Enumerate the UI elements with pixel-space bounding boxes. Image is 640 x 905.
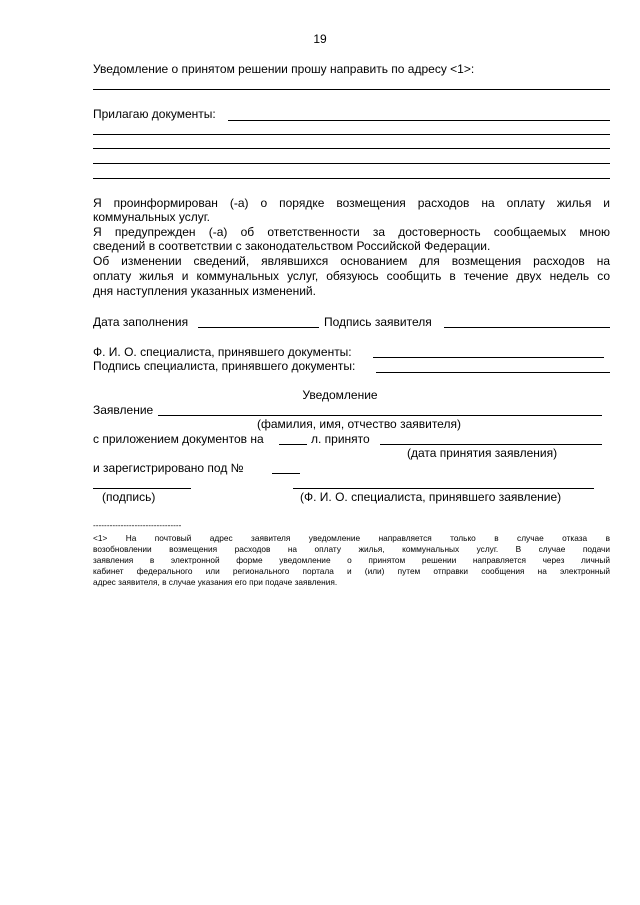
statement-warned: Я предупрежден (-а) об ответственности за достоверность сообщаемых мною <box>93 225 610 239</box>
address-line <box>93 89 610 90</box>
statement-changes: дня наступления указанных изменений. <box>93 284 316 298</box>
with-documents-label: с приложением документов на <box>93 432 264 446</box>
application-label: Заявление <box>93 403 154 417</box>
specialist-name-label: Ф. И. О. специалиста, принявшего документы: <box>93 345 352 359</box>
applicant-signature-line <box>444 327 610 328</box>
page-number: 19 <box>313 32 327 46</box>
footnote-text: возобновлении возмещения расходов на оплату жилья, коммунальных услуг. В случае подачи <box>93 544 610 554</box>
specialist-signature-label: Подпись специалиста, принявшего документы: <box>93 359 356 373</box>
statement-informed: коммунальных услуг. <box>93 210 210 224</box>
documents-line <box>93 163 610 164</box>
specialist-name-line <box>373 357 604 358</box>
attached-documents-label: Прилагаю документы: <box>93 107 216 121</box>
statement-changes: Об изменении сведений, являвшихся основанием для возмещения расходов на <box>93 254 610 268</box>
sheets-accepted-label: л. принято <box>311 432 370 446</box>
acceptance-date-caption: (дата принятия заявления) <box>407 446 558 460</box>
statement-informed: Я проинформирован (-а) о порядке возмещения расходов на оплату жилья и <box>93 196 610 210</box>
documents-line <box>228 120 610 121</box>
statement-warned: сведений в соответствии с законодательством Российской Федерации. <box>93 239 491 253</box>
specialist-caption: (Ф. И. О. специалиста, принявшего заявление) <box>300 490 562 504</box>
registration-number-line <box>272 473 300 474</box>
applicant-name-line <box>158 415 602 416</box>
acceptance-date-line <box>380 444 602 445</box>
footnote-text: заявления в электронной форме уведомление о принятом решении направляется через личный <box>93 555 610 565</box>
documents-line <box>93 134 610 135</box>
notice-title: Уведомление <box>302 388 378 402</box>
footnote-text: кабинет федерального или регионального портала и (или) путем отправки сообщения на электронный <box>93 566 610 576</box>
applicant-name-caption: (фамилия, имя, отчество заявителя) <box>257 417 461 431</box>
signature-line <box>93 488 191 489</box>
footnote-separator: -------------------------------- <box>93 520 182 530</box>
footnote-text: <1> На почтовый адрес заявителя уведомление направляется только в случае отказа в <box>93 533 610 543</box>
footnote-text: адрес заявителя, в случае указания его при подаче заявления. <box>93 577 338 587</box>
statement-changes: оплату жилья и коммунальных услуг, обязуюсь сообщить в течение двух недель со <box>93 269 610 283</box>
notice-address-request: Уведомление о принятом решении прошу направить по адресу <1>: <box>93 62 475 76</box>
specialist-signature-line <box>376 372 610 373</box>
fill-date-label: Дата заполнения <box>93 315 189 329</box>
specialist-line <box>293 488 594 489</box>
registered-label: и зарегистрировано под № <box>93 461 244 475</box>
signature-caption: (подпись) <box>102 490 156 504</box>
applicant-signature-label: Подпись заявителя <box>324 315 432 329</box>
sheets-count-line <box>279 444 307 445</box>
fill-date-line <box>198 327 319 328</box>
documents-line <box>93 178 610 179</box>
documents-line <box>93 148 610 149</box>
